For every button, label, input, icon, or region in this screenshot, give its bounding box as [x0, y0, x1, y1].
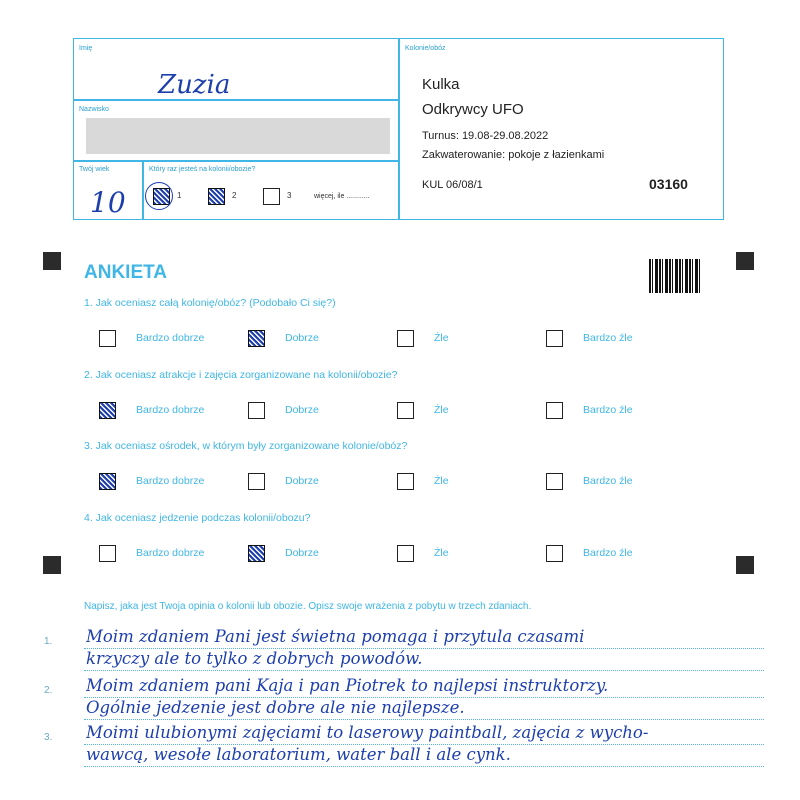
name-label: Imię — [79, 45, 93, 52]
question-1-option-label: Dobrze — [285, 332, 319, 344]
camp-program: Odkrywcy UFO — [422, 101, 524, 118]
handwritten-line-3: Moim zdaniem pani Kaja i pan Piotrek to najlepsi instruktorzy. — [86, 676, 609, 695]
question-1-option-label: Bardzo źle — [583, 332, 633, 344]
question-4-option-label: Dobrze — [285, 547, 319, 559]
question-2-option-label: Bardzo źle — [583, 404, 633, 416]
opinion-prompt: Napisz, jaka jest Twoja opinia o kolonii lub obozie. Opisz swoje wrażenia z pobytu w trzech zdaniach. — [84, 601, 532, 612]
camp-label: Kolonie/obóz — [405, 45, 446, 52]
line-number: 3. — [44, 732, 53, 743]
question-4-text: 4. Jak oceniasz jedzenie podczas kolonii/obozu? — [84, 512, 311, 524]
camp-turnus: Turnus: 19.08-29.08.2022 — [422, 130, 549, 142]
times-option-3: 3 — [287, 191, 292, 200]
question-4-checkbox-3[interactable] — [397, 545, 414, 562]
header-divider-age — [142, 160, 144, 220]
writing-line — [84, 719, 764, 720]
handwritten-line-6: wawcą, wesołe laboratorium, water ball i ale cynk. — [86, 745, 511, 764]
header-divider-name — [73, 99, 399, 101]
question-1-option-label: Bardzo dobrze — [136, 332, 205, 344]
question-3-option-label: Bardzo źle — [583, 475, 633, 487]
question-3-checkbox-1[interactable] — [99, 473, 116, 490]
writing-line — [84, 766, 764, 767]
writing-line — [84, 670, 764, 671]
question-2-checkbox-4[interactable] — [546, 402, 563, 419]
header-divider-vertical — [398, 38, 400, 220]
age-label: Twój wiek — [79, 166, 110, 173]
times-checkbox-3[interactable] — [263, 188, 280, 205]
question-4-checkbox-4[interactable] — [546, 545, 563, 562]
question-2-option-label: Bardzo dobrze — [136, 404, 205, 416]
question-1-text: 1. Jak oceniasz całą kolonię/obóz? (Podobało Ci się?) — [84, 297, 336, 309]
surname-redaction — [86, 118, 390, 154]
surname-label: Nazwisko — [79, 106, 109, 113]
question-4-option-label: Bardzo źle — [583, 547, 633, 559]
question-3-option-label: Bardzo dobrze — [136, 475, 205, 487]
camp-name: Kulka — [422, 76, 460, 93]
header-divider-surname — [73, 160, 399, 162]
line-number: 1. — [44, 636, 53, 647]
handwritten-line-5: Moimi ulubionymi zajęciami to laserowy paintball, zajęcia z wycho- — [86, 723, 649, 742]
question-2-checkbox-2[interactable] — [248, 402, 265, 419]
question-1-checkbox-1[interactable] — [99, 330, 116, 347]
question-2-text: 2. Jak oceniasz atrakcje i zajęcia zorganizowane na kolonii/obozie? — [84, 369, 398, 381]
times-option-2: 2 — [232, 191, 237, 200]
question-1-checkbox-2[interactable] — [248, 330, 265, 347]
times-checkbox-2[interactable] — [208, 188, 225, 205]
handwritten-line-2: krzyczy ale to tylko z dobrych powodów. — [86, 649, 423, 668]
camp-accommodation: Zakwaterowanie: pokoje z łazienkami — [422, 149, 605, 161]
question-4-option-label: Źle — [434, 547, 449, 559]
question-2-option-label: Źle — [434, 404, 449, 416]
question-2-checkbox-1[interactable] — [99, 402, 116, 419]
question-3-text: 3. Jak oceniasz ośrodek, w którym były zorganizowane kolonie/obóz? — [84, 440, 408, 452]
question-2-checkbox-3[interactable] — [397, 402, 414, 419]
times-more-label: więcej, ile ............ — [314, 193, 370, 200]
camp-number: 03160 — [649, 176, 688, 192]
handwritten-line-4: Ogólnie jedzenie jest dobre ale nie najlepsze. — [86, 698, 465, 717]
registration-marker-top-right — [736, 252, 754, 270]
question-1-checkbox-4[interactable] — [546, 330, 563, 347]
question-1-checkbox-3[interactable] — [397, 330, 414, 347]
barcode — [649, 259, 700, 293]
question-3-option-label: Dobrze — [285, 475, 319, 487]
question-1-option-label: Źle — [434, 332, 449, 344]
name-value: Zuzia — [158, 70, 231, 100]
question-4-checkbox-2[interactable] — [248, 545, 265, 562]
question-3-checkbox-3[interactable] — [397, 473, 414, 490]
registration-marker-top-left — [43, 252, 61, 270]
question-4-checkbox-1[interactable] — [99, 545, 116, 562]
question-4-option-label: Bardzo dobrze — [136, 547, 205, 559]
registration-marker-bottom-right — [736, 556, 754, 574]
times-option-1: 1 — [177, 191, 182, 200]
question-3-checkbox-2[interactable] — [248, 473, 265, 490]
question-3-checkbox-4[interactable] — [546, 473, 563, 490]
handwritten-line-1: Moim zdaniem Pani jest świetna pomaga i przytula czasami — [86, 627, 585, 646]
camp-code: KUL 06/08/1 — [422, 179, 483, 191]
question-2-option-label: Dobrze — [285, 404, 319, 416]
line-number: 2. — [44, 685, 53, 696]
question-3-option-label: Źle — [434, 475, 449, 487]
times-label: Który raz jesteś na kolonii/obozie? — [149, 166, 256, 173]
registration-marker-bottom-left — [43, 556, 61, 574]
age-value: 10 — [90, 186, 126, 219]
times-circle-mark — [145, 182, 173, 210]
survey-title: ANKIETA — [84, 262, 168, 283]
